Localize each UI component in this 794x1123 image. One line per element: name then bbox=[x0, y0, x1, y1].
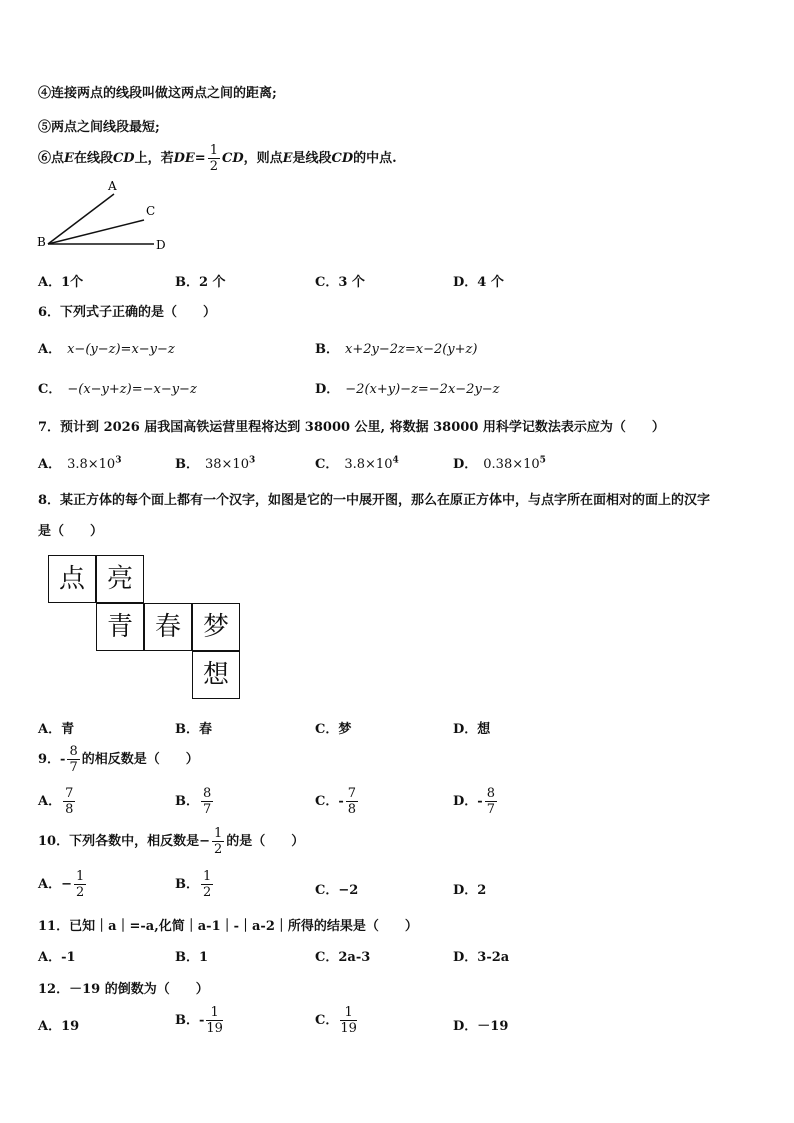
label-a: A bbox=[108, 179, 117, 193]
q10-stem: 10．下列各数中，相反数是− $\frac{1}{2}$ 的是（ ） bbox=[38, 826, 305, 857]
q7-option-c[interactable]: C． $3.8\times 10^4$ bbox=[315, 455, 399, 472]
q6-option-c[interactable]: C． −(x−y+z)=−x−y−z bbox=[38, 382, 197, 397]
cube-net bbox=[48, 555, 248, 705]
q9-option-c[interactable]: C．- $\frac{7}{8}$ bbox=[315, 786, 357, 817]
q11-option-d[interactable]: D．3-2a bbox=[453, 950, 510, 965]
q6-stem: 6．下列式子正确的是（ ） bbox=[38, 305, 217, 320]
label-b: B bbox=[37, 235, 46, 249]
q8-option-d[interactable]: D．想 bbox=[453, 722, 491, 737]
q10-option-c[interactable]: C．−2 bbox=[315, 883, 359, 898]
q6-option-b[interactable]: B． x+2y−2z=x−2(y+z) bbox=[315, 342, 478, 357]
net-cell-meng: 梦 bbox=[192, 603, 240, 651]
net-cell-chun: 春 bbox=[144, 603, 192, 651]
q9-option-a[interactable]: A． $\frac{7}{8}$ bbox=[38, 786, 74, 817]
q12-option-d[interactable]: D．－19 bbox=[453, 1019, 509, 1034]
q9-option-b[interactable]: B． $\frac{8}{7}$ bbox=[175, 786, 212, 817]
net-cell-xiang: 想 bbox=[192, 651, 240, 699]
statement-5: ⑤两点之间线段最短; bbox=[38, 120, 160, 135]
q8-option-c[interactable]: C．梦 bbox=[315, 722, 352, 737]
q5-option-c[interactable]: C．3 个 bbox=[315, 275, 365, 290]
net-cell-liang: 亮 bbox=[96, 555, 144, 603]
q12-option-c[interactable]: C． $\frac{1}{19}$ bbox=[315, 1005, 357, 1036]
net-cell-qing: 青 bbox=[96, 603, 144, 651]
angle-figure bbox=[34, 174, 174, 254]
q5-option-d[interactable]: D．4 个 bbox=[453, 275, 504, 290]
q12-option-b[interactable]: B．- $\frac{1}{19}$ bbox=[175, 1005, 223, 1036]
q9-option-d[interactable]: D．- $\frac{8}{7}$ bbox=[453, 786, 495, 817]
q10-option-a[interactable]: A．− $\frac{1}{2}$ bbox=[38, 869, 85, 900]
label-d: D bbox=[156, 238, 166, 252]
q7-stem: 7．预计到 2026 届我国高铁运营里程将达到 38000 公里, 将数据 38000 用科学记数法表示应为（ ） bbox=[38, 420, 665, 435]
q10-option-d[interactable]: D．2 bbox=[453, 883, 487, 898]
q11-option-c[interactable]: C．2a-3 bbox=[315, 950, 371, 965]
q5-option-b[interactable]: B．2 个 bbox=[175, 275, 226, 290]
q11-option-a[interactable]: A．-1 bbox=[38, 950, 76, 965]
q6-option-a[interactable]: A． x−(y−z)=x−y−z bbox=[38, 342, 175, 357]
fraction-half: $\frac{1}{2}$ bbox=[209, 143, 218, 174]
q8-stem: 8．某正方体的每个面上都有一个汉字，如图是它的一中展开图，那么在原正方体中，与点字所在面相对的面上的汉字 bbox=[38, 493, 711, 508]
q5-option-a[interactable]: A．1个 bbox=[38, 275, 84, 290]
q7-option-b[interactable]: B． $38\times 10^3$ bbox=[175, 455, 256, 472]
q8-stem-cont: 是（ ） bbox=[38, 524, 104, 539]
q10-option-b[interactable]: B． $\frac{1}{2}$ bbox=[175, 869, 212, 900]
q12-stem: 12．－19 的倒数为（ ） bbox=[38, 982, 209, 997]
label-c: C bbox=[146, 204, 156, 218]
statement-4: ④连接两点的线段叫做这两点之间的距离; bbox=[38, 86, 277, 101]
q7-option-d[interactable]: D． $0.38\times 10^5$ bbox=[453, 455, 546, 472]
q12-option-a[interactable]: A．19 bbox=[38, 1019, 80, 1034]
statement-6: ⑥点E在线段CD上，若DE= $\frac{1}{2}$ CD，则点E是线段CD的中点. bbox=[38, 143, 397, 174]
q9-stem: 9．- $\frac{8}{7}$ 的相反数是（ ） bbox=[38, 744, 199, 775]
q7-option-a[interactable]: A． $3.8\times 10^3$ bbox=[38, 455, 122, 472]
q6-option-d[interactable]: D． −2(x+y)−z=−2x−2y−z bbox=[315, 382, 500, 397]
q11-stem: 11．已知｜a｜=-a,化简｜a-1｜-｜a-2｜所得的结果是（ ） bbox=[38, 919, 418, 934]
q8-option-b[interactable]: B．春 bbox=[175, 722, 212, 737]
q8-option-a[interactable]: A．青 bbox=[38, 722, 75, 737]
q11-option-b[interactable]: B．1 bbox=[175, 950, 209, 965]
net-cell-dian: 点 bbox=[48, 555, 96, 603]
